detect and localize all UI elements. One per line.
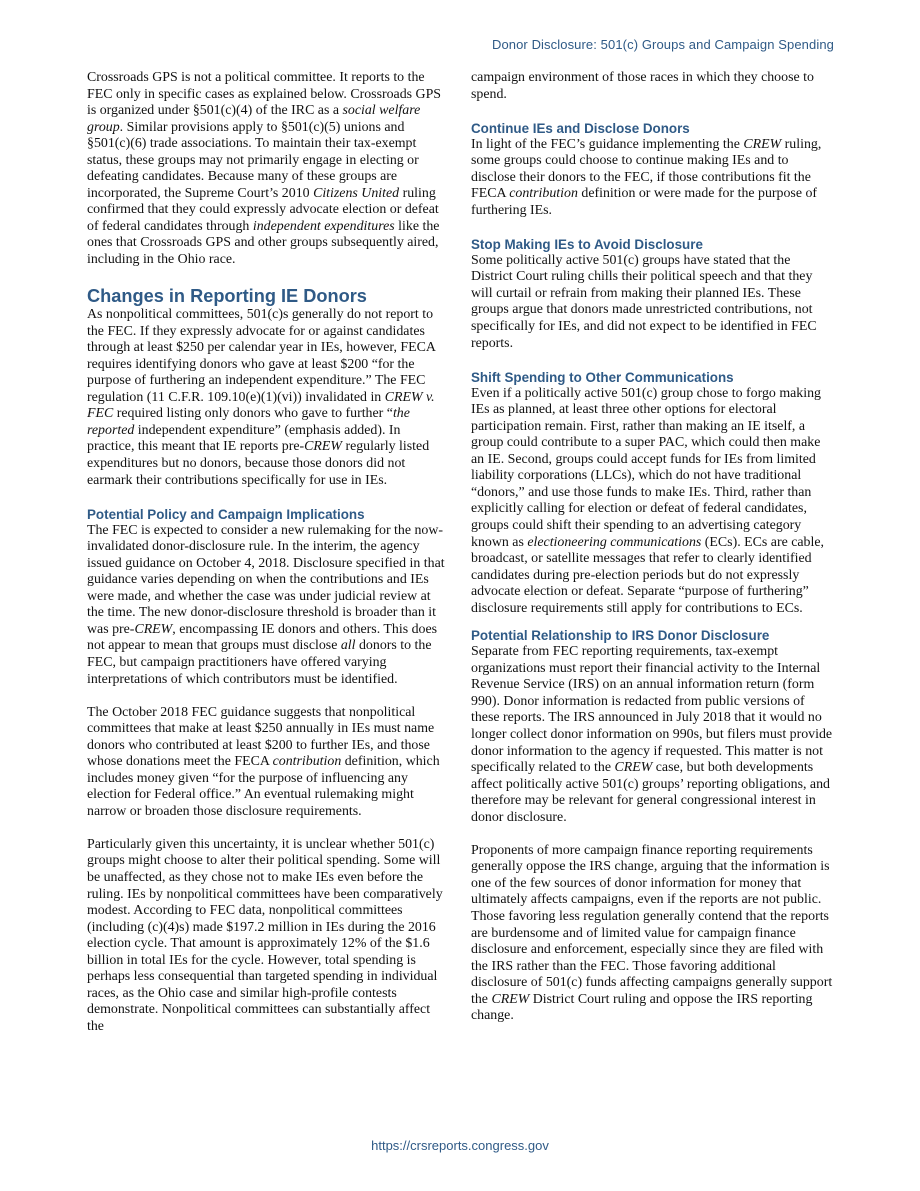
policy-heading: Potential Policy and Campaign Implications	[87, 506, 365, 522]
continuation-paragraph: campaign environment of those races in which they choose to spend.	[471, 70, 814, 102]
running-header: Donor Disclosure: 501(c) Groups and Campaign Spending	[491, 37, 834, 52]
proponents-paragraph: Proponents of more campaign finance reporting requirements generally oppose the IRS change, arguing that the information is one of the few sources of donor information for money that ultimately affects campaigns, even if the reports are not public. Those favoring less regulation generally contend that the reports are burdensome and of limited value for campaign finance disclosure and enforcement, especially since they are filed with the IRS rather than the FEC. Those favoring additional disclosure of 501(c) funds affecting campaigns generally support the CREW District Court ruling and oppose the IRS reporting change.	[471, 842, 833, 1024]
policy-paragraph-1: The FEC is expected to consider a new rulemaking for the now-invalidated donor-disclosure rule. In the interim, the agency issued guidance on October 4, 2018. Disclosure specified in that guidance varies depending on when the contributions and IEs were made, and whether the case was under judicial review at the time. The new donor-disclosure threshold is broader than it was pre-CREW, encompassing IE donors and others. This does not appear to mean that groups must disclose all donors to the FEC, but campaign practitioners have offered varying interpretations of which contributors must be identified.	[87, 522, 445, 687]
footer-url[interactable]: https://crsreports.congress.gov	[371, 1138, 549, 1153]
left-column	[87, 70, 449, 1035]
policy-paragraph-2: The October 2018 FEC guidance suggests that nonpolitical committees that make at least $250 annually in IEs must name donors who contributed at least $200 to further IEs, and those whose donations meet the FECA contribution definition, which includes money given “for the purpose of influencing any election for Federal office.” An eventual rulemaking might narrow or broaden those disclosure requirements.	[87, 704, 440, 819]
irs-paragraph: Separate from FEC reporting requirements, tax-exempt organizations must report their financial activity to the Internal Revenue Service (IRS) on an annual information return (form 990). Donor information is redacted from public versions of these reports. The IRS announced in July 2018 that it would no longer collect donor information on 990s, but filers must provide donor information to the agency if requested. This matter is not specifically related to the CREW case, but both developments affect politically active 501(c) groups’ reporting obligations, and therefore may be relevant for general congressional interest in donor disclosure.	[471, 644, 833, 825]
changes-paragraph: As nonpolitical committees, 501(c)s generally do not report to the FEC. If they expressly advocate for or against candidates through at least $250 per calendar year in IEs, however, FECA requires identifying donors who gave at least $200 “for the purpose of furthering an independent expenditure.” The FEC regulation (11 C.F.R. 109.10(e)(1)(vi)) invalidated in CREW v. FEC required listing only donors who gave to further “the reported independent expenditure” (emphasis added). In practice, this meant that IE reports pre-CREW regularly listed expenditures but no donors, because those donors did not earmark their contributions specifically for use in IEs.	[87, 307, 436, 488]
changes-heading: Changes in Reporting IE Donors	[87, 286, 367, 307]
shift-spending-heading: Shift Spending to Other Communications	[471, 369, 734, 385]
continue-ies-paragraph: In light of the FEC’s guidance implementing the CREW ruling, some groups could choose to continue making IEs and to disclose their donors to the FEC, if those contributions fit the FECA contribution definition or were made for the purpose of furthering IEs.	[471, 136, 822, 218]
stop-ies-heading: Stop Making IEs to Avoid Disclosure	[471, 236, 703, 252]
continue-ies-heading: Continue IEs and Disclose Donors	[471, 120, 690, 136]
right-column	[471, 70, 835, 1025]
irs-heading: Potential Relationship to IRS Donor Disclosure	[471, 628, 770, 644]
policy-paragraph-3: Particularly given this uncertainty, it is unclear whether 501(c) groups might choose to alter their political spending. Some will be unaffected, as they chose not to make IEs even before the ruling. IEs by nonpolitical committees have been comparatively modest. According to FEC data, nonpolitical committees (including (c)(4)s) made $197.2 million in IEs during the 2016 election cycle. That amount is approximately 12% of the $1.6 billion in total IEs for the cycle. However, total spending is perhaps less consequential than targeted spending in individual races, as the Ohio case and similar high-profile contests demonstrate. Nonpolitical committees can substantially affect the	[87, 836, 443, 1034]
shift-spending-paragraph: Even if a politically active 501(c) group chose to forgo making IEs as planned, at least three other options for electoral participation remain. First, rather than making an IE itself, a group could contribute to a super PAC, which could then make an IE. Second, groups could accept funds for IEs from limited liability corporations (LLCs), which do not have traditional “donors,” and use those funds to make IEs. Third, rather than explicitly calling for election or defeat of federal candidates, groups could shift their spending to an advertising category known as electioneering communications (ECs). ECs are cable, broadcast, or satellite messages that refer to clearly identified candidates during pre-election periods but do not expressly advocate election or defeat. Separate “purpose of furthering” disclosure requirements still apply for contributions to ECs.	[471, 385, 824, 616]
stop-ies-paragraph: Some politically active 501(c) groups have stated that the District Court ruling chills their political speech and that they will curtail or refrain from making their planned IEs. These groups argue that donors made unrestricted contributions, not specifically for IEs, and did not expect to be identified in FEC reports.	[471, 252, 817, 351]
intro-paragraph: Crossroads GPS is not a political committee. It reports to the FEC only in specific cases as explained below. Crossroads GPS is organized under §501(c)(4) of the IRC as a social welfare group. Similar provisions apply to §501(c)(5) unions and §501(c)(6) trade associations. To maintain their tax-exempt status, these groups may not primarily engage in electing or defeating candidates. Because many of these groups are incorporated, the Supreme Court’s 2010 Citizens United ruling confirmed that they could expressly advocate election or defeat of federal candidates through independent expenditures like the ones that Crossroads GPS and other groups subsequently aired, including in the Ohio race.	[87, 70, 442, 268]
